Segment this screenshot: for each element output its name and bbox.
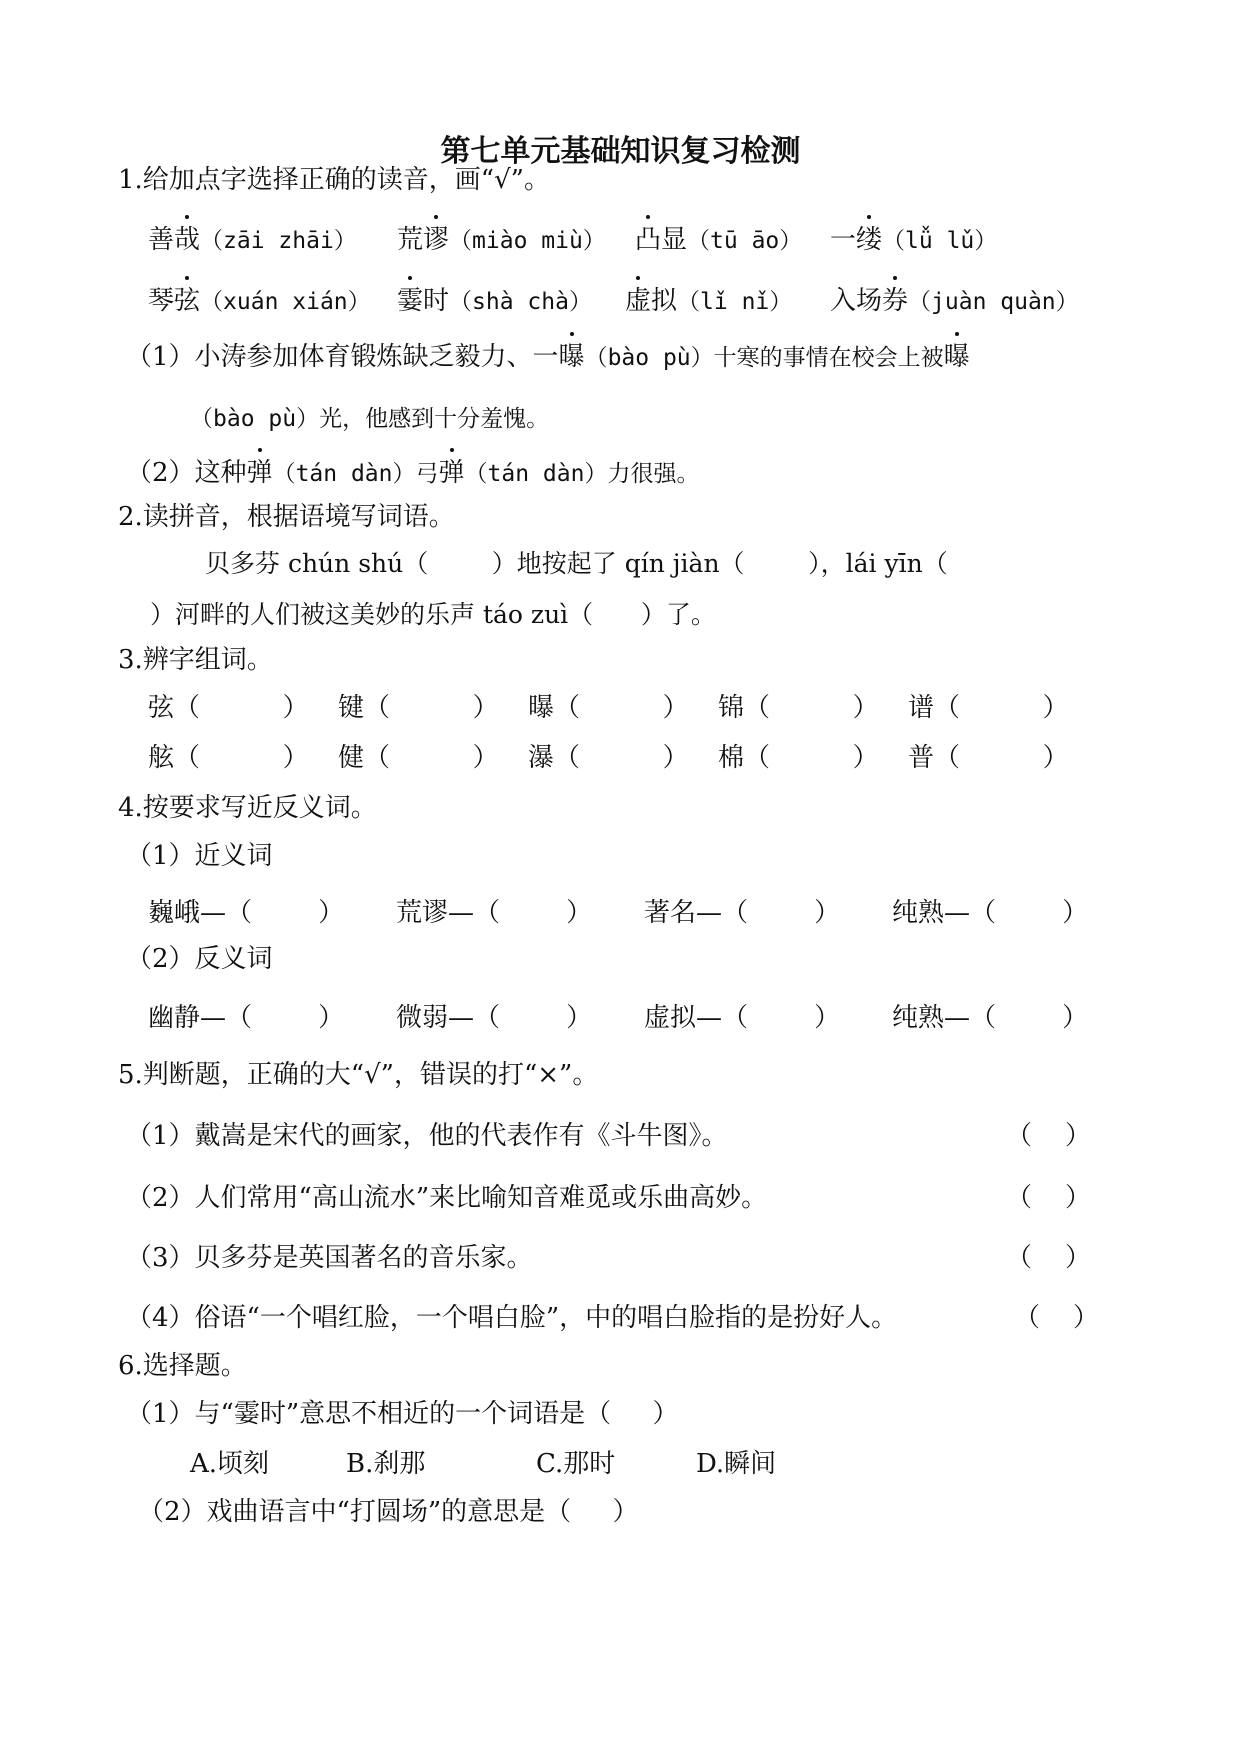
q3-item: 棉（ ） xyxy=(718,743,879,773)
q5-item: （2）人们常用“高山流水”来比喻知音难觅或乐曲高妙。 xyxy=(126,1183,768,1213)
q1-sentence-2: （2）这种弹（tán dàn）弓弹（tán dàn）力很强。 xyxy=(126,455,699,492)
q1-item: 入场券（juàn quàn） xyxy=(830,283,1079,320)
q3-item: 键（ ） xyxy=(338,693,499,723)
q1-item: 一缕（lǚ lǔ） xyxy=(830,222,997,259)
q4-item: 幽静—（ ） xyxy=(148,1003,345,1033)
page-title: 第七单元基础知识复习检测 xyxy=(440,134,801,169)
q6-option: D.瞬间 xyxy=(696,1449,777,1479)
q5-answer-paren: （ ） xyxy=(1014,1303,1100,1333)
q4-item: 纯熟—（ ） xyxy=(892,1003,1089,1033)
q3-heading: 3.辨字组词。 xyxy=(118,645,273,675)
q5-answer-paren: （ ） xyxy=(1006,1121,1092,1151)
q3-item: 瀑（ ） xyxy=(528,743,689,773)
q1-item: 霎时（shà chà） xyxy=(397,283,592,320)
q2-heading: 2.读拼音，根据语境写词语。 xyxy=(118,502,455,532)
q6-question-2: （2）戏曲语言中“打圆场”的意思是（ ） xyxy=(138,1497,639,1527)
q6-option: A.顷刻 xyxy=(190,1449,270,1479)
q5-item: （1）戴嵩是宋代的画家，他的代表作有《斗牛图》。 xyxy=(126,1121,728,1151)
q1-item: 琴弦（xuán xián） xyxy=(148,283,371,320)
q4-item: 巍峨—（ ） xyxy=(148,898,345,928)
q5-answer-paren: （ ） xyxy=(1006,1243,1092,1273)
q1-item: 荒谬（miào miù） xyxy=(397,222,606,259)
q4-item: 著名—（ ） xyxy=(644,898,841,928)
q5-item: （3）贝多芬是英国著名的音乐家。 xyxy=(126,1243,533,1273)
q6-option: C.那时 xyxy=(536,1449,616,1479)
q3-item: 锦（ ） xyxy=(718,693,879,723)
q1-item: 凸显（tū āo） xyxy=(635,222,802,259)
q4-item: 纯熟—（ ） xyxy=(892,898,1089,928)
q5-item: （4）俗语“一个唱红脸，一个唱白脸”，中的唱白脸指的是扮好人。 xyxy=(126,1303,898,1333)
q2-line-2: ）河畔的人们被这美妙的乐声 táo zuì（ ）了。 xyxy=(150,600,716,629)
q1-heading: 1.给加点字选择正确的读音，画“√”。 xyxy=(118,165,550,195)
q3-item: 曝（ ） xyxy=(528,693,689,723)
q4-item: 微弱—（ ） xyxy=(396,1003,593,1033)
q6-question-1: （1）与“霎时”意思不相近的一个词语是（ ） xyxy=(126,1399,679,1429)
q4-heading: 4.按要求写近反义词。 xyxy=(118,793,377,823)
q6-option: B.刹那 xyxy=(346,1449,426,1479)
q5-answer-paren: （ ） xyxy=(1006,1183,1092,1213)
q4-sub-antonyms: （2）反义词 xyxy=(126,944,273,974)
q1-item: 虚拟（lǐ nǐ） xyxy=(625,283,792,320)
q4-item: 虚拟—（ ） xyxy=(644,1003,841,1033)
q4-item: 荒谬—（ ） xyxy=(396,898,593,928)
q3-item: 健（ ） xyxy=(338,743,499,773)
q3-item: 舷（ ） xyxy=(148,743,309,773)
q6-heading: 6.选择题。 xyxy=(118,1351,247,1381)
q3-item: 弦（ ） xyxy=(148,693,309,723)
q1-sentence-1: （1）小涛参加体育锻炼缺乏毅力、一曝（bào pù）十寒的事情在校会上被曝 xyxy=(126,339,970,376)
q1-item: 善哉（zāi zhāi） xyxy=(148,222,357,259)
q5-heading: 5.判断题，正确的大“√”，错误的打“×”。 xyxy=(118,1060,599,1090)
q1-sentence-1-cont: （bào pù）光，他感到十分羞愧。 xyxy=(190,406,550,432)
q4-sub-synonyms: （1）近义词 xyxy=(126,841,273,871)
q3-item: 谱（ ） xyxy=(908,693,1069,723)
q3-item: 普（ ） xyxy=(908,743,1069,773)
q2-line-1: 贝多芬 chún shú（ ）地按起了 qín jiàn（ ），lái yīn（ xyxy=(205,549,948,578)
